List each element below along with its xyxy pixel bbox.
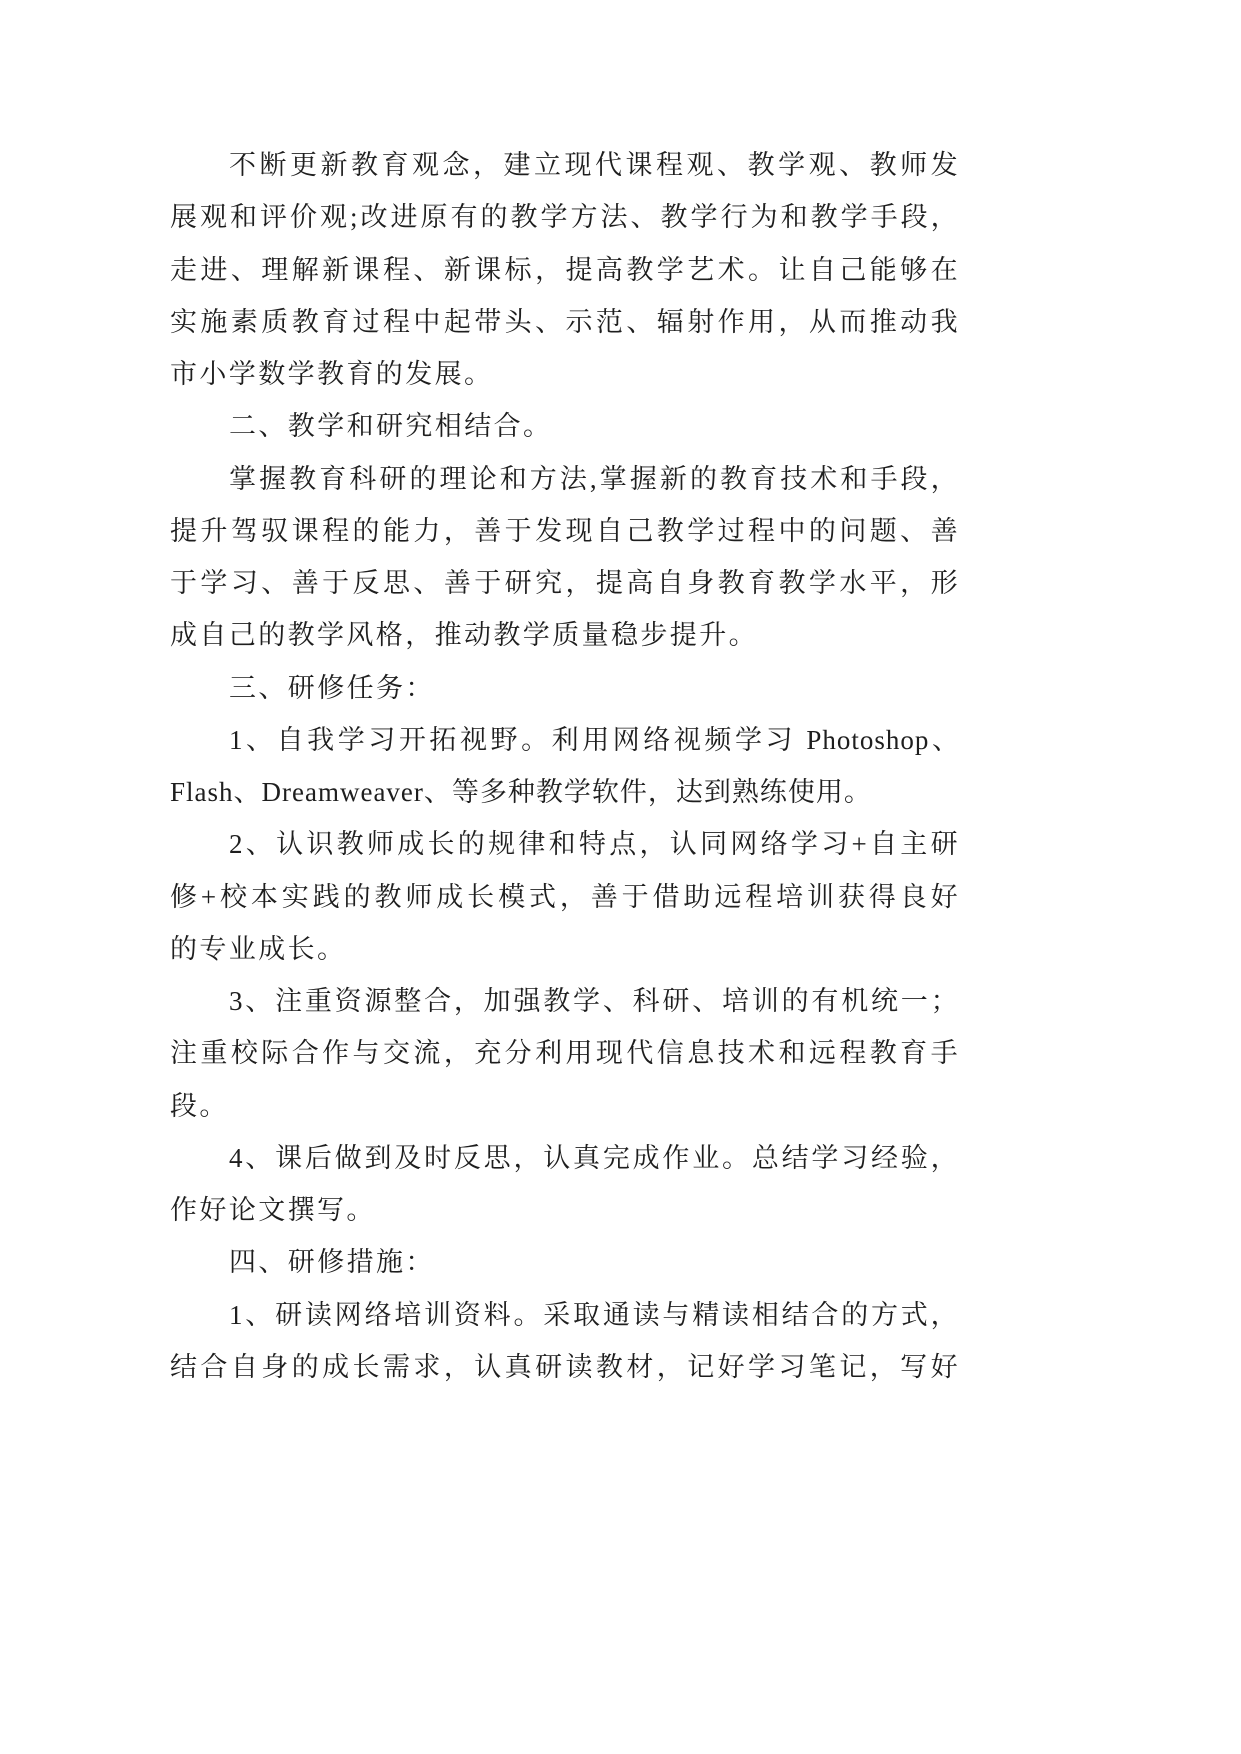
text-line: 结合自身的成长需求，认真研读教材，记好学习笔记，写好 [170,1351,960,1382]
text-line: Flash、Dreamweaver、等多种教学软件，达到熟练使用。 [170,777,872,807]
task-item-2 [170,818,960,975]
paragraph [170,453,960,662]
text-line: 修+校本实践的教师成长模式，善于借助远程培训获得良好 [170,881,960,912]
text-line: 4、课后做到及时反思，认真完成作业。总结学习经验， [229,1142,960,1173]
heading-text: 四、研修措施： [229,1247,435,1278]
task-item-1 [170,714,960,819]
text-line: 走进、理解新课程、新课标，提高教学艺术。让自己能够在 [170,254,960,285]
task-item-3 [170,975,960,1132]
text-line: 2、认识教师成长的规律和特点，认同网络学习+自主研 [229,829,960,860]
text-line: 实施素质教育过程中起带头、示范、辐射作用，从而推动我 [170,306,960,337]
text-line: 不断更新教育观念，建立现代课程观、教学观、教师发 [229,150,960,180]
text-line: 成自己的教学风格，推动教学质量稳步提升。 [170,620,758,651]
text-line: 于学习、善于反思、善于研究，提高自身教育教学水平，形 [170,568,960,598]
paragraph [170,139,960,400]
text-line: 掌握教育科研的理论和方法,掌握新的教育技术和手段， [229,463,960,494]
text-line: 注重校际合作与交流，充分利用现代信息技术和远程教育手 [170,1038,960,1069]
text-line: 3、注重资源整合，加强教学、科研、培训的有机统一； [229,986,960,1016]
section-heading [170,662,960,714]
heading-text: 二、教学和研究相结合。 [229,411,553,442]
task-item-4 [170,1132,960,1237]
text-line: 提升驾驭课程的能力，善于发现自己教学过程中的问题、善 [170,515,960,546]
text-line: 的专业成长。 [170,933,347,964]
text-line: 作好论文撰写。 [170,1195,376,1225]
document-body [170,139,960,1393]
text-line: 段。 [170,1090,229,1121]
section-heading [170,1236,960,1288]
text-line: 市小学数学教育的发展。 [170,359,494,389]
heading-text: 三、研修任务： [229,672,435,703]
text-line: 1、研读网络培训资料。采取通读与精读相结合的方式， [229,1299,960,1330]
measure-item-1 [170,1289,960,1394]
section-heading [170,400,960,452]
text-line: 展观和评价观;改进原有的教学方法、教学行为和教学手段， [170,202,960,233]
text-line: 1、自我学习开拓视野。利用网络视频学习 Photoshop、 [229,724,960,755]
